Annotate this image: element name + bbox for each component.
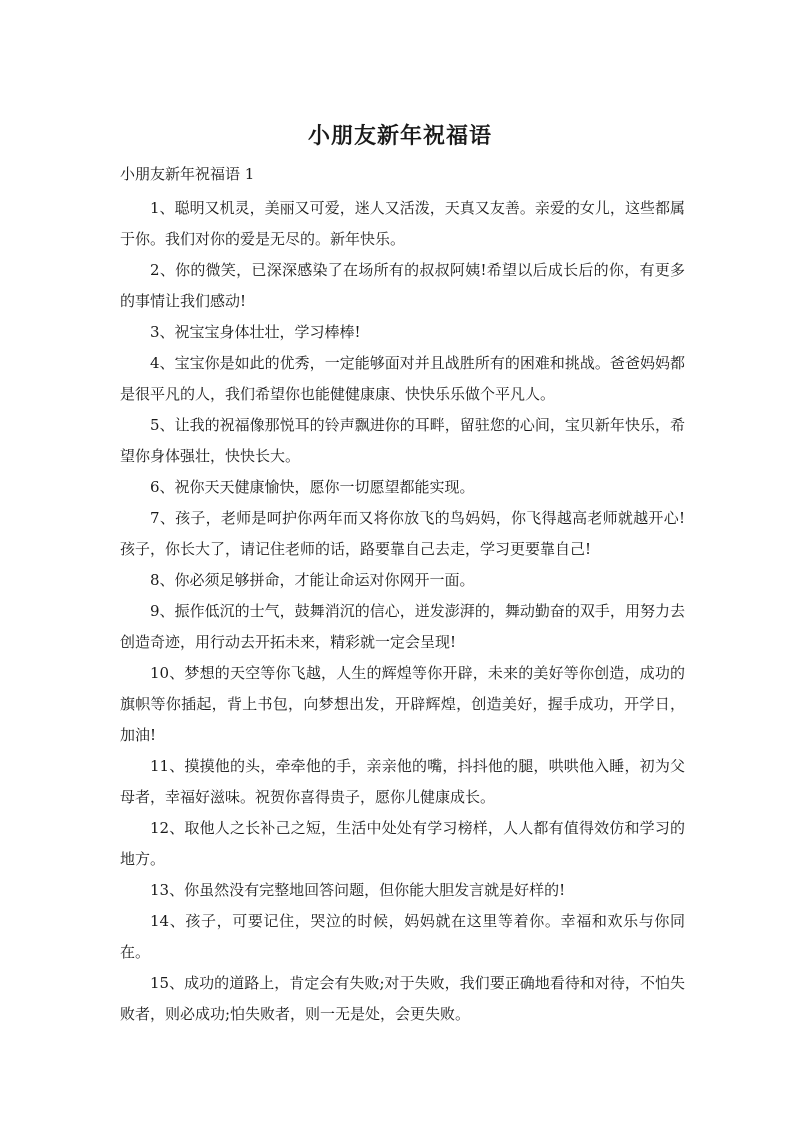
paragraph-list <box>120 193 685 1030</box>
paragraph-15: 15、成功的道路上，肯定会有失败;对于失败，我们要正确地看待和对待，不怕失败者，则必成功;怕失败者，则一无是处，会更失败。 <box>120 974 685 1023</box>
paragraph-8: 8、你必须足够拼命，才能让命运对你网开一面。 <box>150 571 475 589</box>
paragraph-7: 7、孩子，老师是呵护你两年而又将你放飞的鸟妈妈，你飞得越高老师就越开心!孩子，你长大了，请记住老师的话，路要靠自己去走，学习更要靠自己! <box>120 509 685 558</box>
paragraph-9: 9、振作低沉的士气，鼓舞消沉的信心，迸发澎湃的，舞动勤奋的双手，用努力去创造奇迹，用行动去开拓未来，精彩就一定会呈现! <box>120 602 685 651</box>
paragraph-13: 13、你虽然没有完整地回答问题，但你能大胆发言就是好样的! <box>150 881 566 899</box>
paragraph-14: 14、孩子，可要记住，哭泣的时候，妈妈就在这里等着你。幸福和欢乐与你同在。 <box>120 912 685 961</box>
paragraph-2: 2、你的微笑，已深深感染了在场所有的叔叔阿姨!希望以后成长后的你，有更多的事情让我们感动! <box>120 261 685 310</box>
section-subtitle: 小朋友新年祝福语 1 <box>120 165 255 183</box>
paragraph-3: 3、祝宝宝身体壮壮，学习棒棒! <box>150 323 361 341</box>
paragraph-1: 1、聪明又机灵，美丽又可爱，迷人又活泼，天真又友善。亲爱的女儿，这些都属于你。我们对你的爱是无尽的。新年快乐。 <box>120 199 685 248</box>
paragraph-5: 5、让我的祝福像那悦耳的铃声飘进你的耳畔，留驻您的心间，宝贝新年快乐，希望你身体强壮，快快长大。 <box>120 416 685 465</box>
paragraph-4: 4、宝宝你是如此的优秀，一定能够面对并且战胜所有的困难和挑战。爸爸妈妈都是很平凡的人，我们希望你也能健健康康、快快乐乐做个平凡人。 <box>120 354 685 403</box>
paragraph-12: 12、取他人之长补己之短，生活中处处有学习榜样，人人都有值得效仿和学习的地方。 <box>120 819 685 868</box>
paragraph-11: 11、摸摸他的头，牵牵他的手，亲亲他的嘴，抖抖他的腿，哄哄他入睡，初为父母者，幸福好滋味。祝贺你喜得贵子，愿你儿健康成长。 <box>120 757 685 806</box>
paragraph-6: 6、祝你天天健康愉快，愿你一切愿望都能实现。 <box>150 478 475 496</box>
paragraph-10: 10、梦想的天空等你飞越，人生的辉煌等你开辟，未来的美好等你创造，成功的旗帜等你插起，背上书包，向梦想出发，开辟辉煌，创造美好，握手成功，开学日，加油! <box>120 664 685 744</box>
page-title: 小朋友新年祝福语 <box>307 124 492 149</box>
